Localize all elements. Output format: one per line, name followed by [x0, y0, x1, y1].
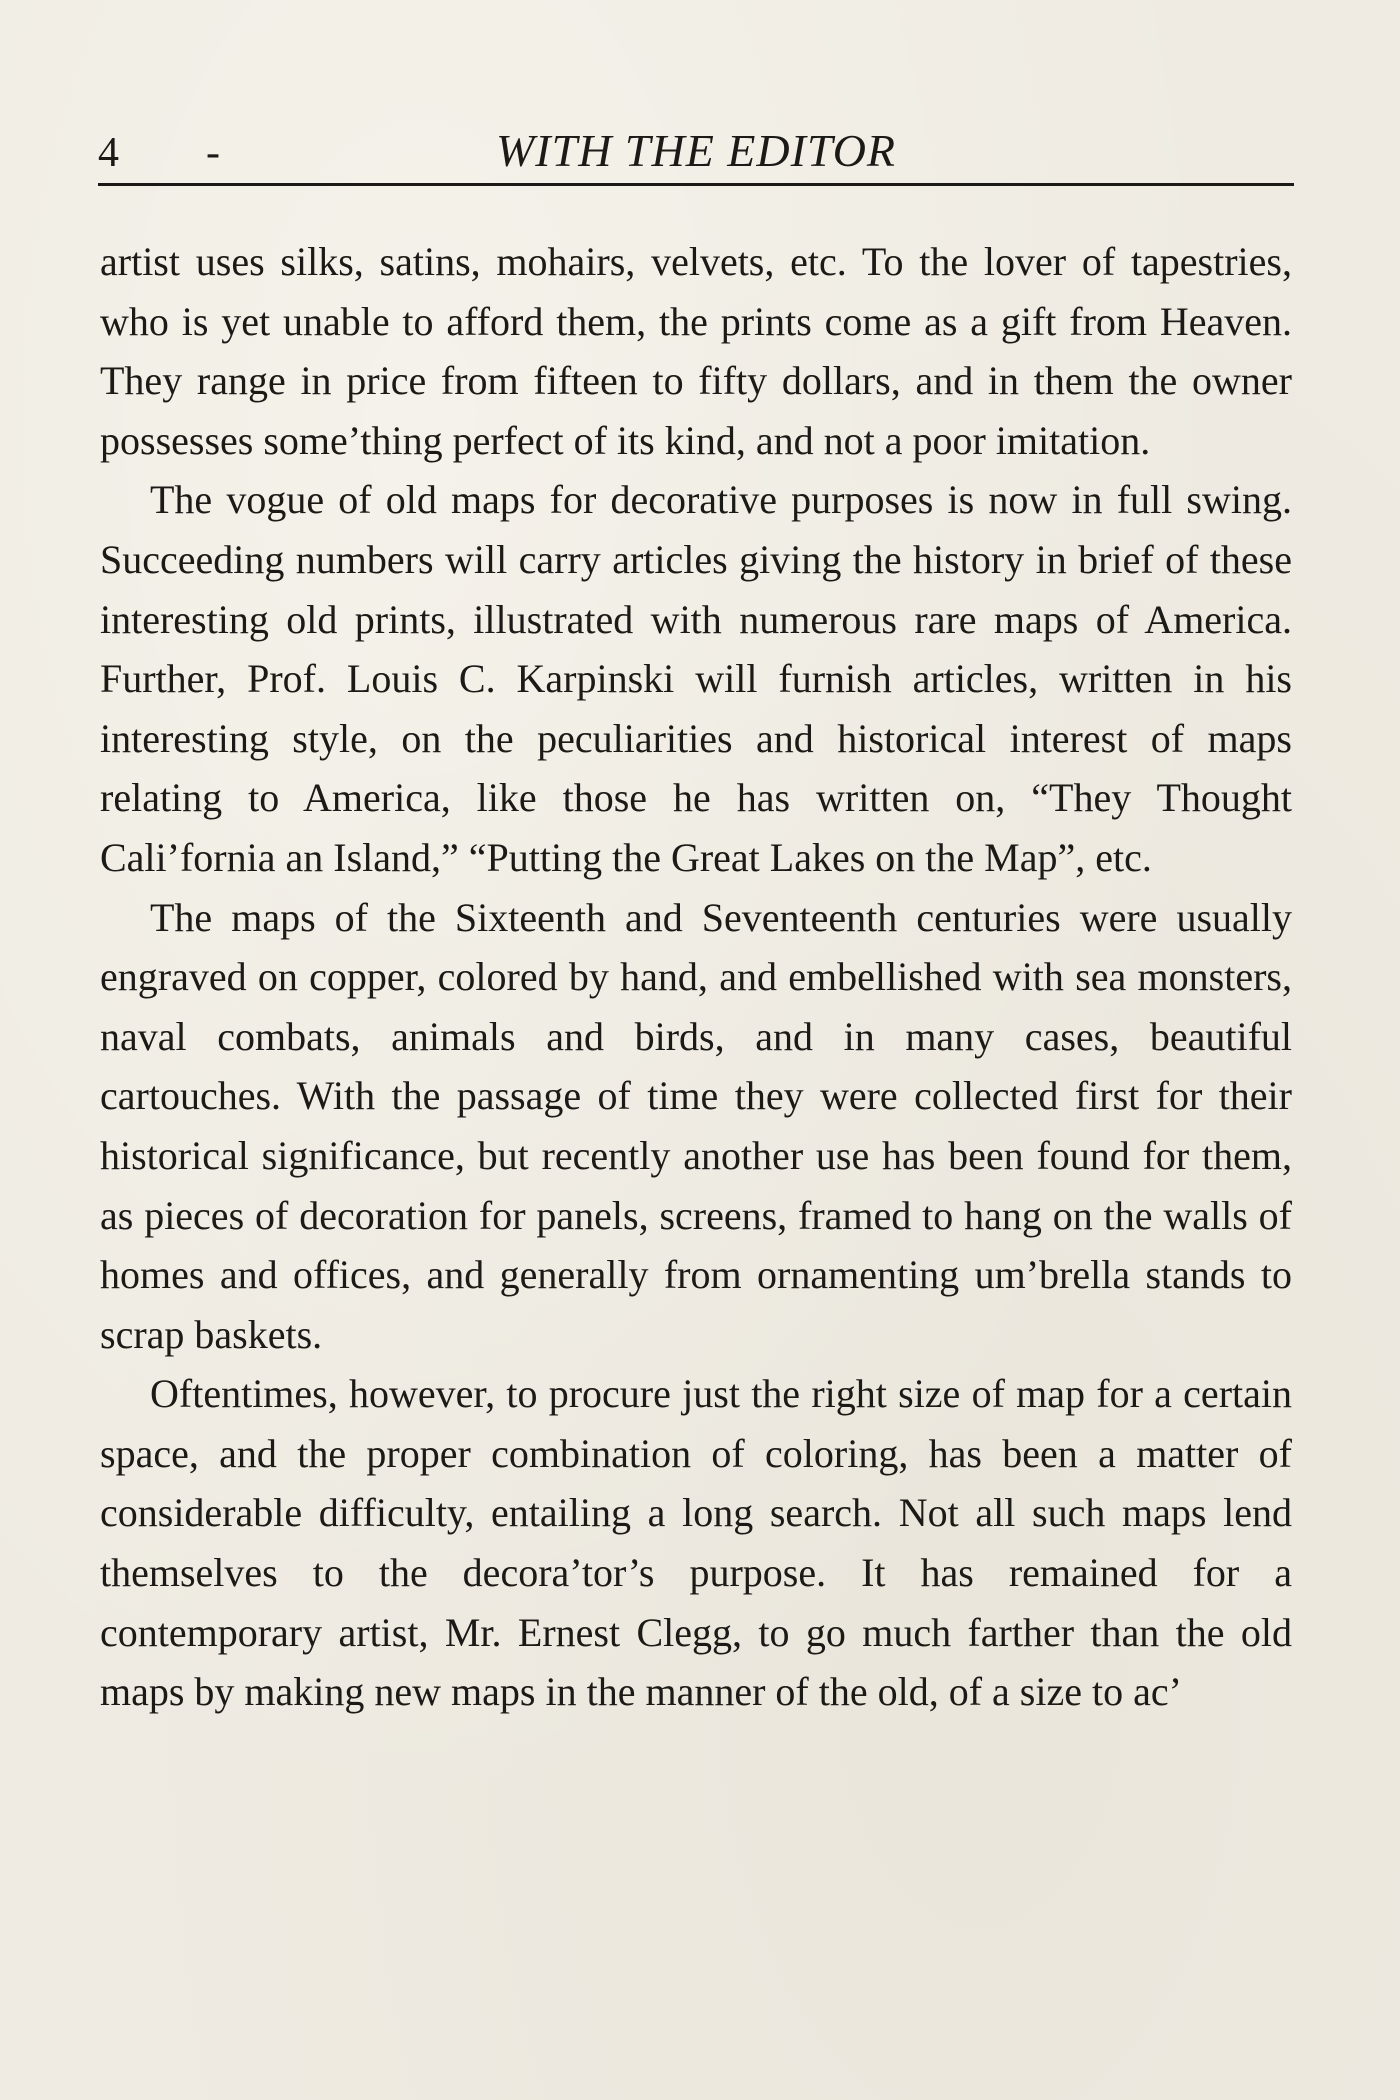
- header-rule: [98, 183, 1294, 186]
- body-text: [100, 232, 1292, 1722]
- paragraph: Oftentimes, however, to procure just the right size of map for a certain space, and the proper combination of coloring, has been a matter of considerable difficulty, entailing a long search. Not all such maps lend themselves to the decora’tor’s purpose. It has remained for a contemporary artist, Mr. Ernest Clegg, to go much farther than the old maps by making new maps in the manner of the old, of a size to ac’: [100, 1371, 1292, 1715]
- running-head: WITH THE EDITOR: [495, 125, 897, 176]
- paragraph: The maps of the Sixteenth and Seventeenth centuries were usually engraved on copper, colored by hand, and embellished with sea monsters, naval combats, animals and birds, and in many cases, beautiful cartouches. With the passage of time they were collected first for their historical significance, but recently another use has been found for them, as pieces of decoration for panels, screens, framed to hang on the walls of homes and offices, and generally from ornamenting um’brella stands to scrap baskets.: [100, 894, 1292, 1357]
- paragraph: artist uses silks, satins, mohairs, velvets, etc. To the lover of tapestries, who is yet unable to afford them, the prints come as a gift from Heaven. They range in price from fifteen to fifty dollars, and in them the owner possesses some’thing perfect of its kind, and not a poor imitation.: [100, 239, 1292, 463]
- header-dash: -: [206, 130, 220, 176]
- page-number: 4: [98, 130, 119, 176]
- page-header: [98, 118, 1294, 178]
- paragraph: The vogue of old maps for decorative purposes is now in full swing. Succeeding numbers will carry articles giving the history in brief of these interesting old prints, illustrated with numerous rare maps of America. Further, Prof. Louis C. Karpinski will furnish articles, written in his interesting style, on the peculiarities and historical interest of maps relating to America, like those he has written on, “They Thought Cali’fornia an Island,” “Putting the Great Lakes on the Map”, etc.: [100, 477, 1292, 880]
